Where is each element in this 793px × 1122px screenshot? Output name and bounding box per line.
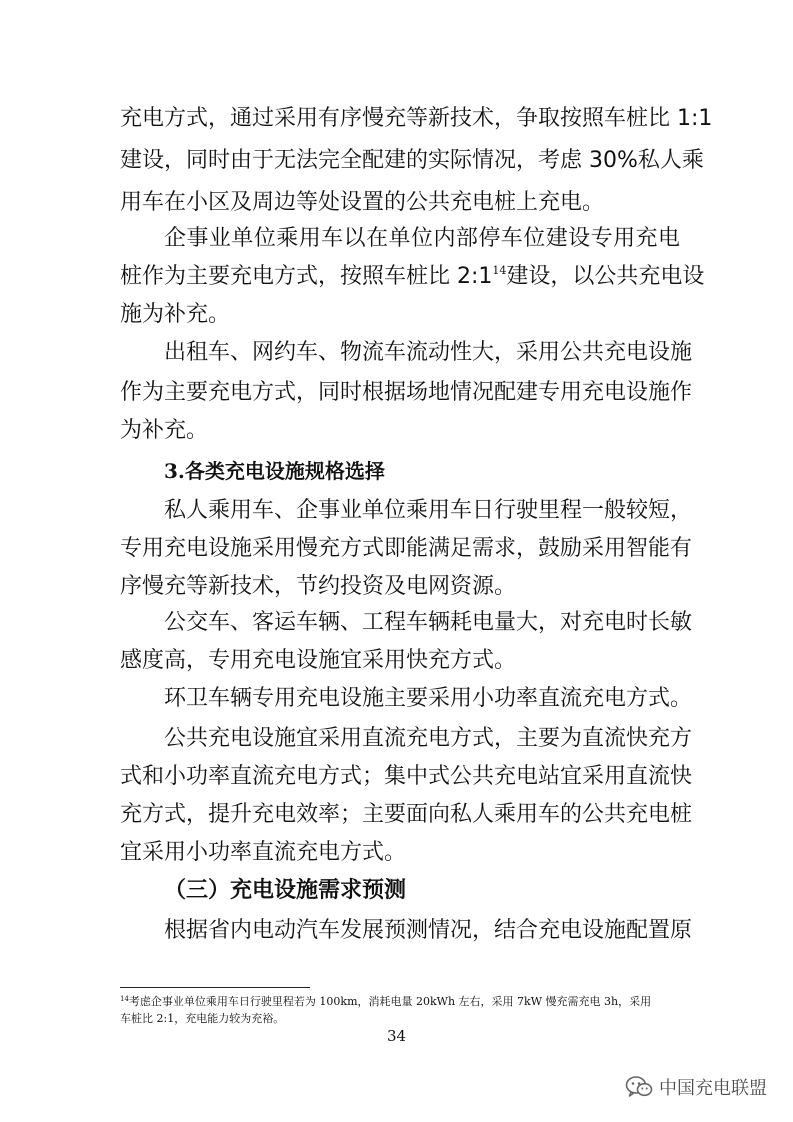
watermark xyxy=(625,1074,767,1100)
footnote-reference[interactable]: 14 xyxy=(492,264,507,277)
body-line: 作为主要充电方式，同时根据场地情况配建专用充电设施作 xyxy=(120,380,693,405)
body-line: 充方式，提升充电效率；主要面向私人乘用车的公共充电桩 xyxy=(120,802,693,827)
body-line: 式和小功率直流充电方式；集中式公共充电站宜采用直流快 xyxy=(120,764,693,789)
page-number: 34 xyxy=(386,1027,407,1045)
body-line: 施为补充。 xyxy=(120,302,231,327)
body-line: 公共充电设施宜采用直流充电方式，主要为直流快充方 xyxy=(164,726,693,751)
body-line: 充电方式，通过采用有序慢充等新技术，争取按照车桩比 1:1 xyxy=(120,106,713,131)
footnote-marker: 14 xyxy=(120,995,129,1003)
wechat-icon xyxy=(625,1075,653,1099)
body-line: 桩作为主要充电方式，按照车桩比 $2:1^{14}$建设，以公共充电设 xyxy=(120,264,705,289)
footnote-divider xyxy=(120,987,310,988)
footnote-line: 车桩比 2:1，充电能力较为充裕。 xyxy=(120,1012,285,1025)
body-line: 感度高，专用充电设施宜采用快充方式。 xyxy=(120,648,517,673)
body-line: 序慢充等新技术，节约投资及电网资源。 xyxy=(120,574,517,599)
subsection-heading: （三）充电设施需求预测 xyxy=(164,878,407,903)
section-heading: 3.各类充电设施规格选择 xyxy=(164,459,385,483)
body-line: 出租车、网约车、物流车流动性大，采用公共充电设施 xyxy=(164,340,693,365)
body-line: 专用充电设施采用慢充方式即能满足需求，鼓励采用智能有 xyxy=(120,536,693,561)
body-line: 根据省内电动汽车发展预测情况，结合充电设施配置原 xyxy=(164,918,693,943)
body-line: 公交车、客运车辆、工程车辆耗电量大，对充电时长敏 xyxy=(164,610,693,635)
body-line: 企事业单位乘用车以在单位内部停车位建设专用充电 xyxy=(164,226,680,251)
watermark-text: 中国充电联盟 xyxy=(659,1078,767,1099)
body-line: 环卫车辆专用充电设施主要采用小功率直流充电方式。 xyxy=(164,686,693,711)
body-line: 用车在小区及周边等处设置的公共充电桩上充电。 xyxy=(120,190,605,215)
footnote-line: $^{14}$考虑企事业单位乘用车日行驶里程若为 100km，消耗电量 20kWh 左右，采用 7kW 慢充需充电 3h，采用 xyxy=(120,995,652,1008)
body-line: 私人乘用车、企事业单位乘用车日行驶里程一般较短， xyxy=(164,498,693,523)
body-line: 建设，同时由于无法完全配建的实际情况，考虑 30%私人乘 xyxy=(120,148,704,173)
body-line: 宜采用小功率直流充电方式。 xyxy=(120,840,407,865)
body-line: 为补充。 xyxy=(120,418,209,443)
